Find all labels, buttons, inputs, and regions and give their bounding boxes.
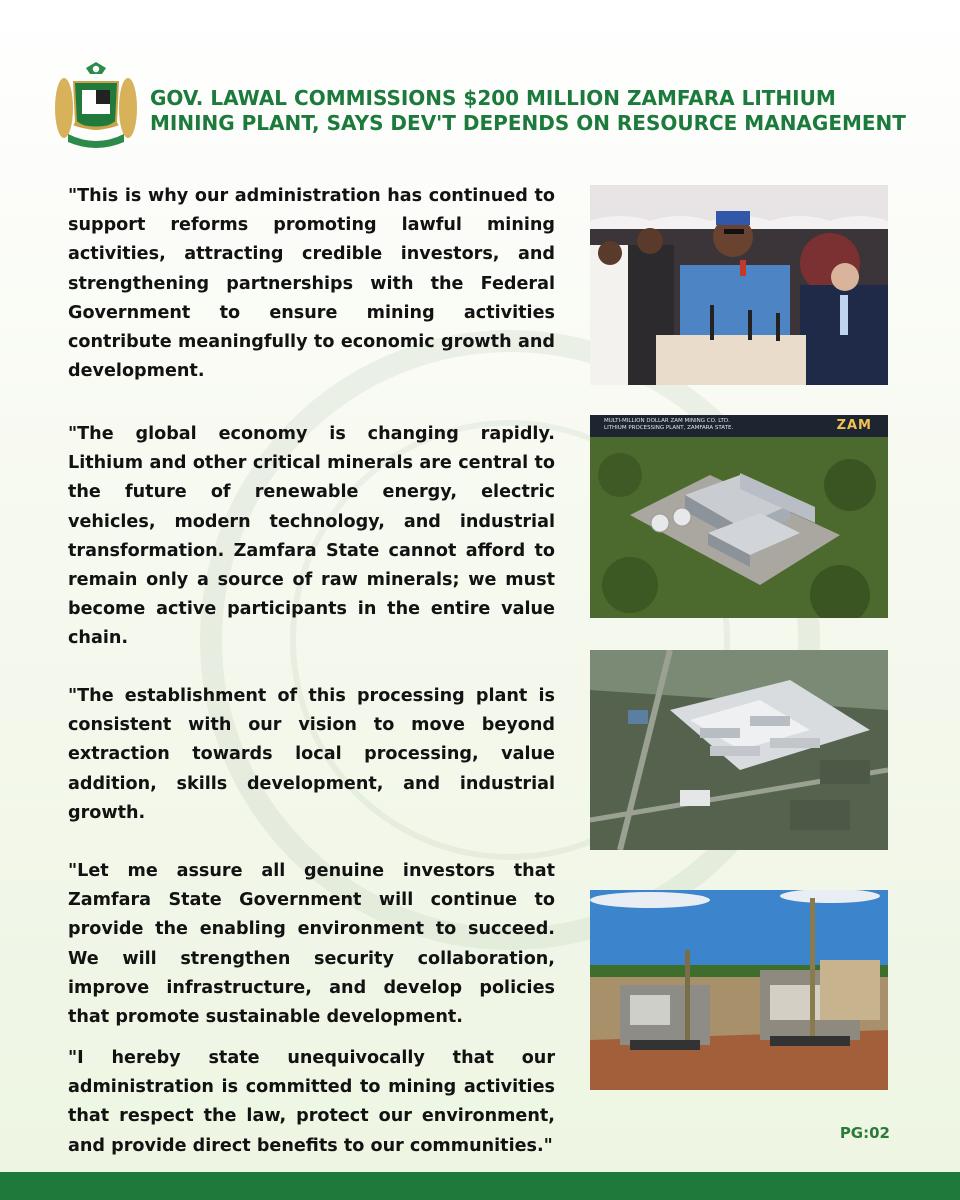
footer-bar — [0, 1172, 960, 1200]
drilling-rigs-photo — [590, 890, 888, 1090]
plant-rendering-photo — [590, 415, 888, 618]
headline — [150, 86, 906, 136]
plant-render-banner-line-2: LITHIUM PROCESSING PLANT, ZAMFARA STATE. — [604, 425, 734, 431]
aerial-plant-photo — [590, 650, 888, 850]
paragraph-1: "This is why our administration has continued to support reforms promoting lawful mining activities, attracting credible investors, and strengthening partnerships with the Federal Government to ensure mining activities contribute meaningfully to economic growth and development. — [68, 186, 555, 382]
plant-render-banner-line-1: MULTI-MILLION DOLLAR ZAM MINING CO. LTD. — [604, 418, 730, 424]
coat-of-arms-icon — [52, 60, 140, 152]
governor-speech-photo — [590, 185, 888, 385]
headline-line-1: GOV. LAWAL COMMISSIONS $200 MILLION ZAMFARA LITHIUM — [150, 86, 836, 110]
headline-line-2: MINING PLANT, SAYS DEV'T DEPENDS ON RESOURCE MANAGEMENT — [150, 111, 906, 135]
paragraph-5: "I hereby state unequivocally that our administration is committed to mining activities that respect the law, protect our environment, and provide direct benefits to our communities." — [68, 1048, 555, 1156]
paragraph-2: "The global economy is changing rapidly. Lithium and other critical minerals are central to the future of renewable energy, electric vehicles, modern technology, and industrial transformation. Zamfara State cannot afford to remain only a source of raw minerals; we must become active participants in the entire value chain. — [68, 424, 555, 649]
paragraph-3: "The establishment of this processing plant is consistent with our vision to move beyond extraction towards local processing, value addition, skills development, and industrial growth. — [68, 686, 555, 823]
paragraph-4: "Let me assure all genuine investors that Zamfara State Government will continue to provide the enabling environment to succeed. We will strengthen security collaboration, improve infrastructure, and develop policies that promote sustainable development. — [68, 861, 555, 1028]
page-number: PG:02 — [839, 1124, 890, 1142]
zam-logo: ZAM — [836, 418, 872, 433]
plant-render-banner — [590, 415, 888, 437]
